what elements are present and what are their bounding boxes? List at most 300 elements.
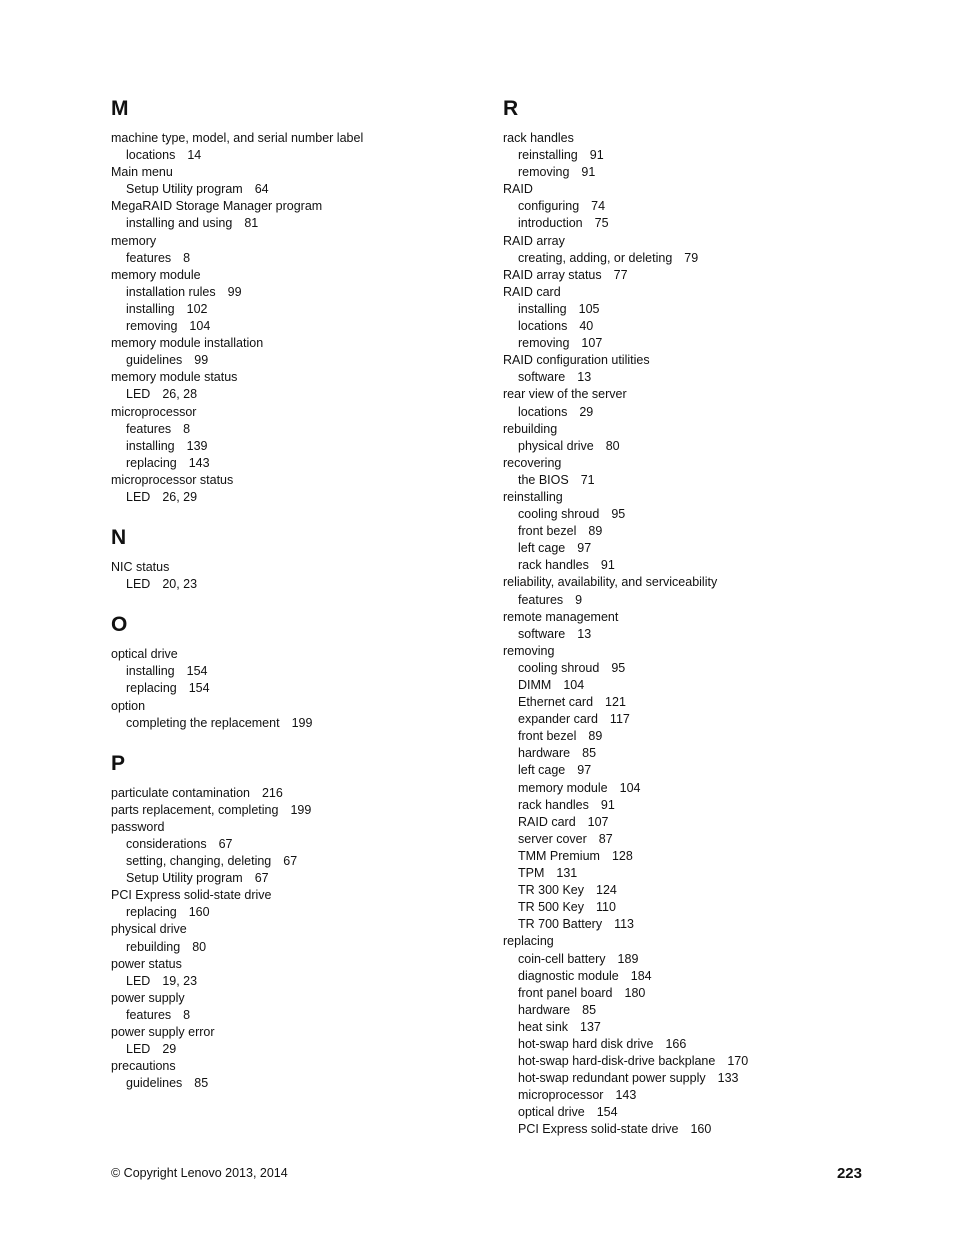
index-page-reference: 77 xyxy=(613,267,628,282)
index-page-reference: 85 xyxy=(582,746,597,761)
index-term: replacing xyxy=(126,455,177,470)
index-page-reference: 85 xyxy=(582,1002,597,1017)
index-term: power supply xyxy=(111,990,185,1005)
index-subentry xyxy=(503,1053,883,1070)
index-subentry xyxy=(503,335,883,352)
index-entry xyxy=(503,284,883,301)
index-subentry xyxy=(111,1041,491,1058)
index-term: guidelines xyxy=(126,1076,183,1091)
index-subentry xyxy=(503,369,883,386)
index-subentry xyxy=(111,215,491,232)
index-term: expander card xyxy=(518,712,598,727)
index-page-reference: 102 xyxy=(186,301,208,316)
index-term: introduction xyxy=(518,216,583,231)
index-term: password xyxy=(111,819,165,834)
index-subentry xyxy=(503,506,883,523)
index-subentry xyxy=(111,147,491,164)
index-page-reference: 170 xyxy=(727,1054,749,1069)
index-term: RAID card xyxy=(518,814,576,829)
index-entry xyxy=(503,455,883,472)
index-term: physical drive xyxy=(111,922,187,937)
index-subentry xyxy=(503,557,883,574)
index-page-reference: 67 xyxy=(283,854,298,869)
index-term: installing and using xyxy=(126,216,233,231)
index-page-reference: 13 xyxy=(577,626,592,641)
index-subentry xyxy=(503,592,883,609)
index-term: MegaRAID Storage Manager program xyxy=(111,199,323,214)
index-page-reference: 89 xyxy=(588,729,603,744)
index-subentry xyxy=(111,181,491,198)
index-term: microprocessor status xyxy=(111,472,234,487)
index-term: removing xyxy=(518,165,570,180)
index-subentry xyxy=(503,899,883,916)
index-page-reference: 95 xyxy=(611,660,626,675)
index-subentry xyxy=(503,626,883,643)
index-entry xyxy=(111,130,491,147)
index-term: cooling shroud xyxy=(518,660,600,675)
index-term: PCI Express solid-state drive xyxy=(111,888,272,903)
index-page-reference: 105 xyxy=(578,301,600,316)
index-term: TMM Premium xyxy=(518,848,600,863)
index-page-reference: 40 xyxy=(579,319,594,334)
index-term: RAID configuration utilities xyxy=(503,353,650,368)
index-term: features xyxy=(126,250,172,265)
index-term: removing xyxy=(518,336,570,351)
index-term: locations xyxy=(518,319,568,334)
index-term: DIMM xyxy=(518,678,552,692)
index-term: guidelines xyxy=(126,353,183,368)
index-page-reference: 95 xyxy=(611,507,626,522)
index-page-reference: 154 xyxy=(186,664,208,679)
index-term: features xyxy=(126,1007,172,1022)
index-term: setting, changing, deleting xyxy=(126,854,272,869)
index-term: left cage xyxy=(518,541,566,556)
index-page-reference: 26, 28 xyxy=(162,387,198,402)
index-page-reference: 113 xyxy=(614,917,635,932)
index-column-right xyxy=(503,96,883,1139)
index-subentry xyxy=(111,939,491,956)
index-term: memory module xyxy=(111,267,201,282)
index-subentry xyxy=(503,198,883,215)
index-term: cooling shroud xyxy=(518,507,600,522)
index-term: precautions xyxy=(111,1059,176,1074)
index-term: replacing xyxy=(503,934,554,949)
section-letter-heading: M xyxy=(111,97,129,120)
index-term: installing xyxy=(518,301,567,316)
index-term: RAID array status xyxy=(503,267,602,282)
index-term: reinstalling xyxy=(503,489,563,504)
index-entry xyxy=(503,386,883,403)
index-term: memory module installation xyxy=(111,336,264,351)
index-page-reference: 80 xyxy=(192,939,207,954)
index-page-reference: 154 xyxy=(188,681,210,696)
index-entry xyxy=(111,472,491,489)
index-subentry xyxy=(111,853,491,870)
index-term: the BIOS xyxy=(518,472,569,487)
index-page-reference: 29 xyxy=(162,1042,177,1057)
index-entry xyxy=(503,421,883,438)
index-page-reference: 131 xyxy=(556,866,578,881)
index-term: TR 700 Battery xyxy=(518,917,603,932)
index-term: heat sink xyxy=(518,1019,569,1034)
index-term: parts replacement, completing xyxy=(111,802,279,817)
index-term: LED xyxy=(126,577,151,592)
index-page-reference: 8 xyxy=(183,421,191,436)
index-term: Ethernet card xyxy=(518,695,594,710)
index-section-n xyxy=(111,525,491,593)
index-term: physical drive xyxy=(518,438,594,453)
index-term: rack handles xyxy=(518,797,589,812)
index-term: diagnostic module xyxy=(518,968,619,983)
index-page-reference: 26, 29 xyxy=(162,489,198,504)
index-term: LED xyxy=(126,973,151,988)
index-subentry xyxy=(503,831,883,848)
index-term: front bezel xyxy=(518,524,577,539)
index-subentry xyxy=(503,762,883,779)
index-entry xyxy=(503,643,883,660)
index-term: rebuilding xyxy=(126,939,181,954)
index-subentry xyxy=(503,985,883,1002)
index-column-left xyxy=(111,96,491,1092)
index-subentry xyxy=(503,1070,883,1087)
index-page-reference: 128 xyxy=(611,848,633,863)
index-term: particulate contamination xyxy=(111,785,250,800)
index-entry xyxy=(503,933,883,950)
index-entry xyxy=(111,164,491,181)
index-term: reinstalling xyxy=(518,148,578,163)
index-term: left cage xyxy=(518,763,566,778)
index-term: creating, adding, or deleting xyxy=(518,250,673,265)
index-term: software xyxy=(518,626,566,641)
index-subentry xyxy=(503,301,883,318)
index-entry xyxy=(111,887,491,904)
index-subentry xyxy=(503,1002,883,1019)
index-entry xyxy=(111,698,491,715)
index-subentry xyxy=(503,745,883,762)
index-subentry xyxy=(503,1087,883,1104)
index-subentry xyxy=(503,677,883,694)
index-page-reference: 160 xyxy=(690,1122,712,1137)
index-term: hardware xyxy=(518,746,571,761)
index-entry xyxy=(111,404,491,421)
index-subentry xyxy=(503,780,883,797)
index-term: software xyxy=(518,370,566,385)
index-section-r xyxy=(503,96,883,1139)
index-term: power supply error xyxy=(111,1025,215,1040)
index-subentry xyxy=(503,728,883,745)
index-term: LED xyxy=(126,387,151,402)
index-term: front bezel xyxy=(518,729,577,744)
index-term: TR 300 Key xyxy=(518,883,585,898)
index-page-reference: 19, 23 xyxy=(162,973,198,988)
index-page-reference: 199 xyxy=(291,715,313,730)
index-term: remote management xyxy=(503,609,619,624)
index-term: Setup Utility program xyxy=(126,871,243,886)
index-entry xyxy=(111,646,491,663)
index-subentry xyxy=(111,576,491,593)
index-page-reference: 20, 23 xyxy=(162,577,198,592)
index-term: hot-swap hard disk drive xyxy=(518,1036,654,1051)
index-subentry xyxy=(503,1121,883,1138)
index-entry xyxy=(503,489,883,506)
section-letter-heading: N xyxy=(111,526,127,550)
index-term: features xyxy=(126,421,172,436)
index-entry xyxy=(111,559,491,576)
index-entry xyxy=(503,574,883,591)
index-entry xyxy=(111,369,491,386)
index-term: TR 500 Key xyxy=(518,900,585,915)
index-term: power status xyxy=(111,956,182,971)
index-term: removing xyxy=(126,319,178,334)
index-entry xyxy=(111,990,491,1007)
index-subentry xyxy=(503,968,883,985)
index-page-reference: 160 xyxy=(188,905,210,920)
index-term: features xyxy=(518,592,564,607)
index-subentry xyxy=(503,1019,883,1036)
index-page-reference: 80 xyxy=(605,438,620,453)
index-subentry xyxy=(503,797,883,814)
index-entry xyxy=(111,233,491,250)
index-page-reference: 180 xyxy=(624,985,646,1000)
index-term: RAID array xyxy=(503,233,565,248)
index-entry xyxy=(503,233,883,250)
index-subentry xyxy=(503,318,883,335)
index-subentry xyxy=(111,1007,491,1024)
index-term: completing the replacement xyxy=(126,715,280,730)
index-page-reference: 8 xyxy=(183,1007,191,1022)
index-term: microprocessor xyxy=(518,1088,604,1103)
index-term: memory xyxy=(111,233,157,248)
index-subentry xyxy=(111,973,491,990)
index-page-reference: 117 xyxy=(609,712,630,727)
index-term: optical drive xyxy=(518,1105,585,1120)
index-subentry xyxy=(503,147,883,164)
copyright-notice: © Copyright Lenovo 2013, 2014 xyxy=(111,1166,288,1180)
index-term: removing xyxy=(503,643,555,658)
index-entry xyxy=(111,1024,491,1041)
index-section-p xyxy=(111,751,491,1093)
index-subentry xyxy=(503,250,883,267)
index-subentry xyxy=(503,164,883,181)
index-term: LED xyxy=(126,1042,151,1057)
index-page-reference: 85 xyxy=(194,1076,209,1091)
index-entry xyxy=(111,802,491,819)
index-term: LED xyxy=(126,489,151,504)
index-page-reference: 91 xyxy=(589,148,604,163)
index-entry xyxy=(111,198,491,215)
index-subentry xyxy=(111,489,491,506)
index-term: locations xyxy=(518,404,568,419)
index-subentry xyxy=(503,660,883,677)
index-page-reference: 99 xyxy=(227,284,242,299)
index-subentry xyxy=(111,455,491,472)
index-page-reference: 104 xyxy=(619,780,641,795)
index-term: machine type, model, and serial number label xyxy=(111,131,364,145)
index-subentry xyxy=(111,250,491,267)
index-subentry xyxy=(503,951,883,968)
index-subentry xyxy=(111,386,491,403)
index-term: coin-cell battery xyxy=(518,951,606,966)
index-page-reference: 139 xyxy=(186,438,208,453)
index-term: rack handles xyxy=(518,558,589,573)
index-subentry xyxy=(111,715,491,732)
index-term: RAID xyxy=(503,182,533,197)
index-term: rear view of the server xyxy=(503,387,627,402)
index-page-reference: 184 xyxy=(630,968,652,983)
index-term: optical drive xyxy=(111,647,178,662)
index-page-reference: 216 xyxy=(261,785,283,800)
index-entry xyxy=(111,785,491,802)
index-subentry xyxy=(111,318,491,335)
index-subentry xyxy=(503,438,883,455)
index-term: PCI Express solid-state drive xyxy=(518,1122,679,1137)
index-entry xyxy=(111,921,491,938)
index-page-reference: 67 xyxy=(218,837,233,851)
index-term: considerations xyxy=(126,837,207,851)
index-term: memory module status xyxy=(111,370,238,385)
index-subentry xyxy=(111,1075,491,1092)
index-page-reference: 104 xyxy=(189,319,211,334)
index-section-m xyxy=(111,96,491,506)
index-page-reference: 124 xyxy=(596,883,617,898)
index-page-reference: 81 xyxy=(244,216,259,231)
index-page-reference: 91 xyxy=(581,165,596,180)
index-entry xyxy=(503,130,883,147)
index-term: rack handles xyxy=(503,131,574,145)
index-page-reference: 8 xyxy=(183,250,191,265)
index-page-reference: 97 xyxy=(577,541,592,556)
index-subentry xyxy=(111,301,491,318)
index-term: reliability, availability, and serviceability xyxy=(503,575,718,590)
index-term: TPM xyxy=(518,866,545,881)
index-term: memory module xyxy=(518,780,608,795)
page-number: 223 xyxy=(836,1165,862,1182)
index-page-reference: 67 xyxy=(254,871,269,886)
index-term: rebuilding xyxy=(503,421,558,436)
index-subentry xyxy=(503,882,883,899)
index-term: option xyxy=(111,698,146,713)
index-term: RAID card xyxy=(503,284,561,299)
index-subentry xyxy=(503,1036,883,1053)
index-page-reference: 13 xyxy=(577,370,592,385)
index-subentry xyxy=(111,421,491,438)
index-term: hardware xyxy=(518,1002,571,1017)
index-term: Setup Utility program xyxy=(126,182,243,197)
index-page-reference: 79 xyxy=(684,250,699,265)
index-page-reference: 71 xyxy=(580,472,595,487)
index-page-reference: 89 xyxy=(588,524,603,539)
index-page-reference: 199 xyxy=(290,802,312,817)
index-page-reference: 64 xyxy=(254,182,269,197)
index-subentry xyxy=(111,663,491,680)
index-term: hot-swap hard-disk-drive backplane xyxy=(518,1054,716,1069)
index-entry xyxy=(111,267,491,284)
index-page-reference: 104 xyxy=(563,678,585,692)
index-subentry xyxy=(503,404,883,421)
index-term: configuring xyxy=(518,199,580,214)
index-page-reference: 189 xyxy=(617,951,639,966)
index-subentry xyxy=(503,694,883,711)
section-letter-heading: O xyxy=(111,613,128,637)
index-subentry xyxy=(503,865,883,882)
index-page-reference: 133 xyxy=(717,1071,739,1086)
index-page-reference: 29 xyxy=(579,404,594,419)
index-term: replacing xyxy=(126,905,177,920)
section-letter-heading: P xyxy=(111,751,126,775)
index-page-reference: 9 xyxy=(575,592,583,607)
index-page-reference: 154 xyxy=(596,1105,618,1120)
index-term: recovering xyxy=(503,455,562,470)
index-page-reference: 97 xyxy=(577,763,592,778)
index-page-reference: 99 xyxy=(194,353,209,368)
index-section-o xyxy=(111,612,491,731)
index-term: server cover xyxy=(518,831,587,846)
index-page-reference: 74 xyxy=(591,199,606,214)
index-subentry xyxy=(503,1104,883,1121)
index-entry xyxy=(111,335,491,352)
index-term: installation rules xyxy=(126,284,216,299)
index-page-reference: 107 xyxy=(587,814,609,829)
index-entry xyxy=(111,956,491,973)
index-term: hot-swap redundant power supply xyxy=(518,1071,706,1086)
index-page-reference: 110 xyxy=(596,900,616,915)
index-subentry xyxy=(503,215,883,232)
index-page-reference: 14 xyxy=(187,148,202,163)
index-subentry xyxy=(111,680,491,697)
index-term: microprocessor xyxy=(111,404,197,419)
index-subentry xyxy=(503,814,883,831)
index-page-reference: 107 xyxy=(581,336,603,351)
index-subentry xyxy=(111,352,491,369)
index-subentry xyxy=(503,916,883,933)
index-term: replacing xyxy=(126,681,177,696)
index-term: Main menu xyxy=(111,165,173,180)
index-page-reference: 87 xyxy=(598,831,613,846)
index-page-reference: 91 xyxy=(600,797,615,812)
index-subentry xyxy=(111,836,491,853)
index-page-reference: 166 xyxy=(665,1036,687,1051)
index-entry xyxy=(503,352,883,369)
index-subentry xyxy=(503,523,883,540)
index-entry xyxy=(111,819,491,836)
index-subentry xyxy=(111,438,491,455)
index-subentry xyxy=(503,472,883,489)
index-entry xyxy=(503,181,883,198)
index-term: installing xyxy=(126,301,175,316)
index-term: NIC status xyxy=(111,560,170,575)
index-entry xyxy=(111,1058,491,1075)
index-subentry xyxy=(111,904,491,921)
index-term: installing xyxy=(126,664,175,679)
section-letter-heading: R xyxy=(503,97,519,120)
index-term: front panel board xyxy=(518,985,613,1000)
index-term: installing xyxy=(126,438,175,453)
index-subentry xyxy=(503,540,883,557)
index-page-reference: 143 xyxy=(615,1088,637,1103)
index-page-reference: 75 xyxy=(594,216,609,231)
index-subentry xyxy=(503,848,883,865)
index-subentry xyxy=(111,284,491,301)
index-page-reference: 137 xyxy=(580,1019,601,1034)
index-entry xyxy=(503,609,883,626)
index-page-reference: 91 xyxy=(600,558,615,573)
index-page-reference: 143 xyxy=(188,455,210,470)
index-page-reference: 121 xyxy=(605,695,626,710)
index-subentry xyxy=(503,711,883,728)
index-subentry xyxy=(111,870,491,887)
index-entry xyxy=(503,267,883,284)
index-term: locations xyxy=(126,148,176,163)
